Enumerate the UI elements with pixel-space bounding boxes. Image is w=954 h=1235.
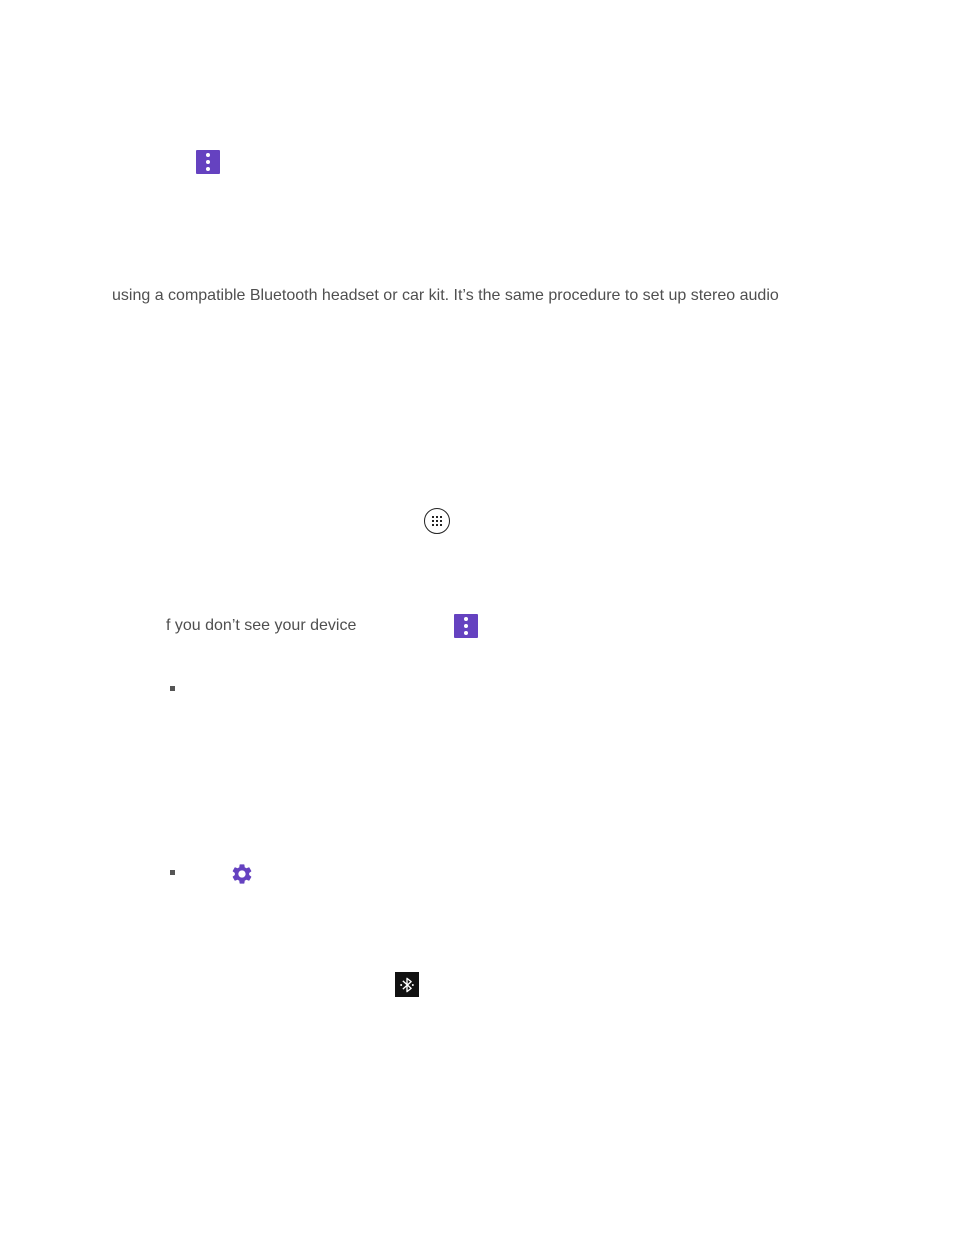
bluetooth-searching-icon	[395, 972, 419, 997]
step-text: f you don’t see your device	[166, 617, 357, 634]
more-options-icon	[196, 150, 220, 174]
paragraph-text: using a compatible Bluetooth headset or car kit. It’s the same procedure to set up stereo audio	[112, 287, 779, 304]
bullet-marker	[170, 870, 175, 875]
gear-icon	[230, 862, 254, 886]
more-options-icon	[454, 614, 478, 638]
apps-icon	[424, 508, 450, 534]
bullet-marker	[170, 686, 175, 691]
